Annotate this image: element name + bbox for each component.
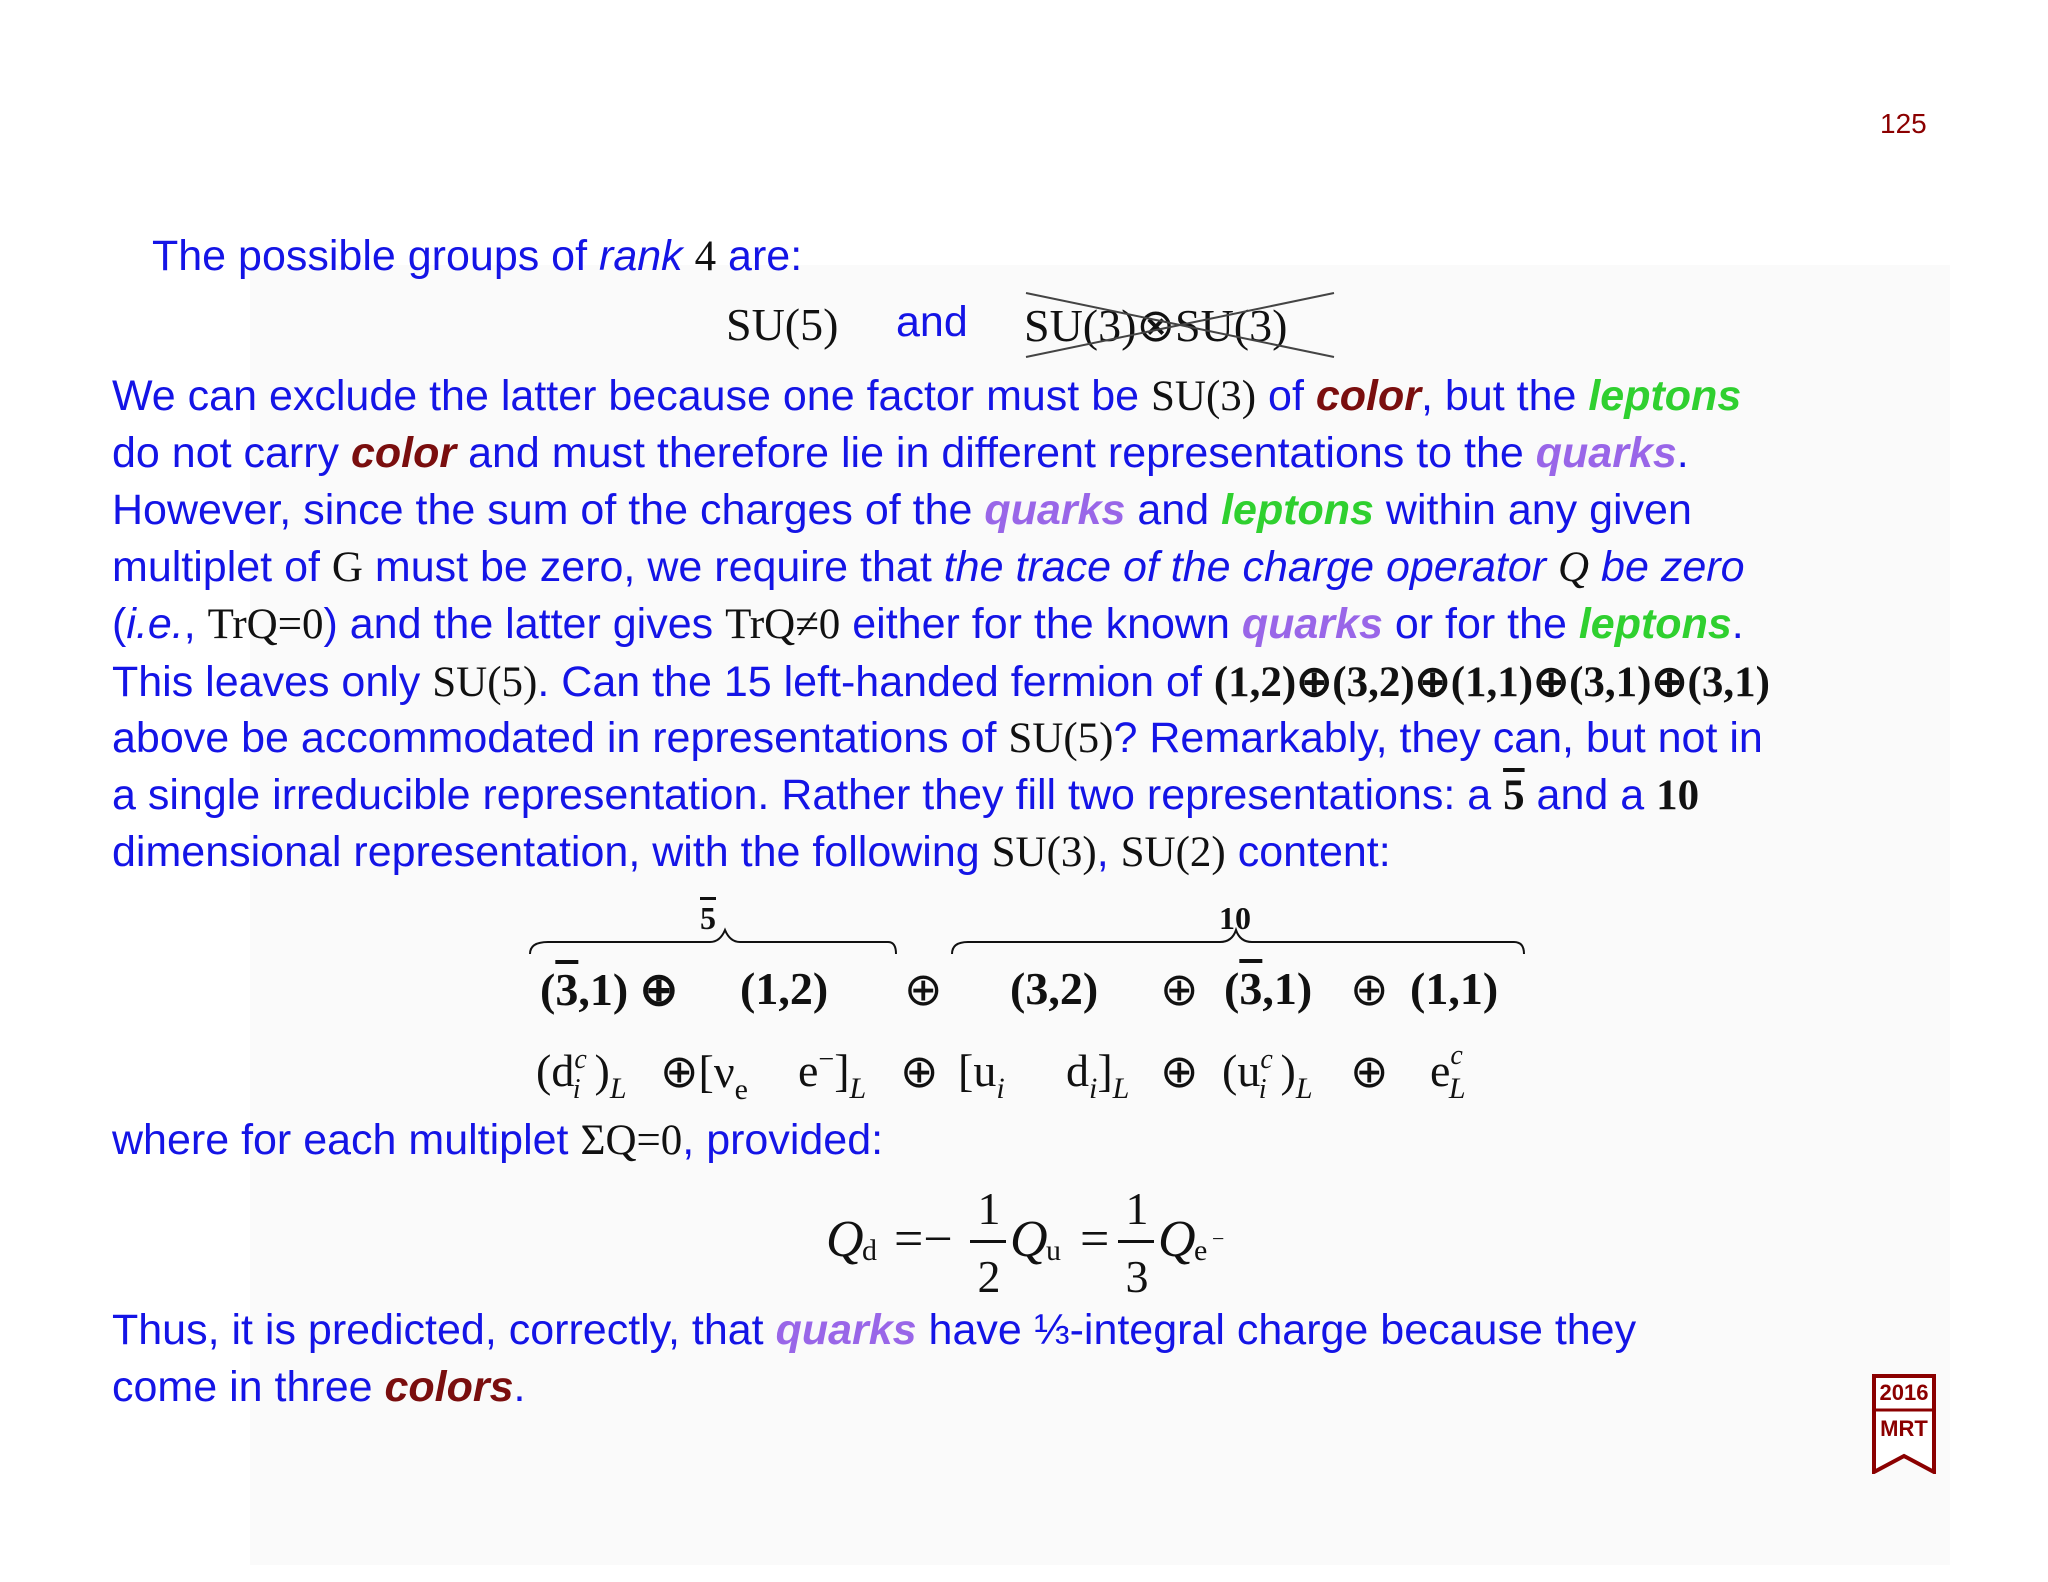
frac-bar-2 [1118, 1240, 1154, 1243]
eq-sub-e: e [1194, 1234, 1208, 1267]
paragraph-line-6 [112, 657, 1770, 707]
fermion-reps: (1,2)⊕(3,2)⊕(1,1)⊕(3,1)⊕(3,1) [1213, 659, 1770, 706]
text: above be accommodated in representations of [112, 714, 1009, 762]
grouping-braces [520, 924, 1530, 960]
text: , [183, 600, 208, 648]
field-sub: i [572, 1074, 581, 1105]
color-keyword: color [1315, 372, 1421, 420]
text: This leaves only [112, 658, 433, 706]
intro-line [152, 232, 802, 281]
eq-sub-d: d [862, 1234, 877, 1267]
field-sup: − [818, 1044, 835, 1075]
rank-value: 4 [694, 233, 717, 280]
field-text: e [798, 1045, 819, 1096]
colors-keyword: colors [384, 1363, 514, 1411]
frac-den-1: 2 [977, 1251, 1001, 1302]
frac-num-2: 1 [1125, 1183, 1149, 1234]
text: multiplet of [112, 543, 332, 591]
field-text: ] [834, 1045, 850, 1096]
rep-32: (3,2) [1010, 963, 1099, 1014]
badge-initials: MRT [1880, 1416, 1928, 1441]
text: a single irreducible representation. Rather they fill two representations: a [112, 771, 1504, 819]
field-text: ⊕[ν [660, 1046, 735, 1097]
paragraph-line-9 [112, 828, 1391, 877]
conclusion-line-1 [112, 1306, 1636, 1355]
text: , but the [1421, 372, 1589, 420]
text: content: [1225, 828, 1391, 876]
brace-label-5bar: 5 [700, 900, 716, 936]
five-bar-rep: 5 [1503, 772, 1525, 819]
text: ( [112, 600, 127, 648]
field-sub: i [996, 1072, 1005, 1105]
rep-11: (1,1) [1410, 963, 1499, 1014]
field-sub: L [849, 1072, 867, 1105]
field-text: (d [536, 1045, 575, 1096]
trace-zero: TrQ=0 [207, 601, 324, 648]
and-word: and [896, 298, 968, 346]
text: either for the known [840, 600, 1242, 648]
field-text: ) [1280, 1045, 1296, 1096]
eq-q-e: Q [1158, 1211, 1196, 1268]
text: . [513, 1363, 526, 1411]
color-keyword: color [351, 429, 457, 477]
field-sup: c [574, 1044, 587, 1075]
text: and must therefore lie in different representations to the [456, 429, 1536, 477]
field-sub: L [609, 1072, 627, 1105]
paragraph-line-8 [112, 771, 1699, 820]
text: of [1256, 372, 1316, 420]
field-u [958, 1044, 1005, 1105]
frac-num-1: 1 [977, 1183, 1001, 1234]
group-g: G [331, 544, 363, 591]
intro-text-after: are: [716, 232, 803, 280]
brace-label-10: 10 [1219, 900, 1251, 936]
text: and a [1524, 771, 1657, 819]
text: ? Remarkably, they can, but not in [1113, 714, 1763, 762]
text: do not carry [112, 429, 351, 477]
field-ec [1430, 1040, 1480, 1105]
fields-row [0, 1040, 2048, 1114]
representation-row [0, 962, 2048, 1022]
groups-line [726, 298, 838, 351]
su5-term: SU(5) [1008, 715, 1114, 762]
sum-charge: ΣQ=0 [580, 1117, 683, 1164]
field-uc [1222, 1044, 1313, 1105]
field-text: [u [958, 1045, 997, 1096]
field-dc [536, 1044, 627, 1105]
paragraph-line-3 [112, 486, 1692, 535]
field-text: ] [1097, 1045, 1113, 1096]
text: , [1096, 828, 1121, 876]
conclusion-line-2 [112, 1363, 525, 1412]
text: ) and the latter gives [323, 600, 726, 648]
su3-term: SU(3) [1150, 373, 1257, 420]
leptons-keyword: leptons [1588, 372, 1742, 420]
trace-nonzero: TrQ≠0 [725, 601, 841, 648]
field-nu [660, 1044, 748, 1106]
frac-bar-1 [970, 1240, 1006, 1243]
text: , provided: [682, 1116, 884, 1164]
leptons-keyword: leptons [1578, 600, 1732, 648]
field-text: ) [594, 1045, 610, 1096]
text: within any given [1373, 486, 1692, 534]
rep-plus-3: ⊕ [1350, 964, 1389, 1015]
quarks-keyword: quarks [1241, 600, 1383, 648]
page-number: 125 [1880, 108, 1927, 139]
eq-q-d: Q [826, 1211, 864, 1268]
text: have ⅓-integral charge because they [916, 1306, 1637, 1354]
text: where for each multiplet [112, 1116, 581, 1164]
text: We can exclude the latter because one factor must be [112, 372, 1151, 420]
field-electron [798, 1044, 867, 1105]
ie-abbrev: i.e. [126, 600, 184, 648]
paragraph-line-5 [112, 600, 1744, 649]
text: and [1125, 486, 1222, 534]
su3-su3-group: SU(3)⊗SU(3) [1024, 300, 1288, 351]
field-sub: L [1112, 1072, 1130, 1105]
paragraph-line-2 [112, 429, 1689, 478]
intro-text-before: The possible groups of [152, 232, 599, 280]
rep-12: (1,2) [740, 963, 829, 1014]
field-op-2: ⊕ [1160, 1046, 1199, 1097]
paragraph-line-1 [112, 372, 1741, 421]
ten-rep: 10 [1656, 772, 1700, 819]
field-sub: L [1448, 1072, 1466, 1105]
su2-term: SU(2) [1120, 829, 1226, 876]
field-text: e [1430, 1045, 1451, 1096]
text: dimensional representation, with the following [112, 828, 992, 876]
text: must be zero, we require that [362, 543, 944, 591]
su5-group: SU(5) [726, 299, 839, 350]
field-sub: L [1295, 1072, 1313, 1105]
eq-sup-minus: − [1212, 1226, 1225, 1251]
charge-q: Q [1558, 544, 1590, 591]
badge-year: 2016 [1879, 1380, 1929, 1405]
su3-term: SU(3) [991, 829, 1097, 876]
eq-sub-u: u [1046, 1234, 1061, 1267]
mrt-badge-logo [1872, 1374, 1936, 1474]
text: or for the [1382, 600, 1579, 648]
text: . [1676, 429, 1689, 477]
field-text: d [1066, 1045, 1089, 1096]
text: Thus, it is predicted, correctly, that [112, 1306, 776, 1354]
rep-31bar-second: (3,1) [1224, 963, 1313, 1014]
eq-equals: = [1080, 1211, 1110, 1268]
eq-q-u: Q [1010, 1211, 1048, 1268]
where-line [112, 1116, 883, 1165]
field-sup: c [1450, 1040, 1463, 1071]
field-op-3: ⊕ [1350, 1046, 1389, 1097]
leptons-keyword: leptons [1221, 486, 1374, 534]
field-d [1066, 1044, 1130, 1105]
text: . [1731, 600, 1744, 648]
rep-plus-2: ⊕ [1160, 964, 1199, 1015]
strike-out-mark [1020, 285, 1340, 365]
quarks-keyword: quarks [775, 1306, 917, 1354]
rep-plus-1: ⊕ [904, 964, 943, 1015]
field-sup: c [1260, 1044, 1273, 1075]
quarks-keyword: quarks [984, 486, 1126, 534]
frac-den-2: 3 [1125, 1251, 1149, 1302]
field-sub: i [1089, 1072, 1098, 1105]
text: However, since the sum of the charges of the [112, 486, 985, 534]
field-sub: i [1258, 1074, 1267, 1105]
rep-31bar: (3,1) ⊕ [540, 964, 679, 1015]
field-op-1: ⊕ [900, 1046, 939, 1097]
italic-text: be zero [1589, 543, 1745, 591]
text: come in three [112, 1363, 385, 1411]
field-text: (u [1222, 1045, 1261, 1096]
su5-term: SU(5) [432, 659, 538, 706]
rank-word: rank [599, 232, 683, 280]
eq-equals-minus: =− [894, 1211, 953, 1268]
italic-text: the trace of the charge operator [943, 543, 1559, 591]
field-sub: e [734, 1073, 748, 1106]
quarks-keyword: quarks [1535, 429, 1677, 477]
paragraph-line-7 [112, 714, 1763, 763]
text: . Can the 15 left-handed fermion of [537, 658, 1214, 706]
paragraph-line-4 [112, 543, 1744, 592]
